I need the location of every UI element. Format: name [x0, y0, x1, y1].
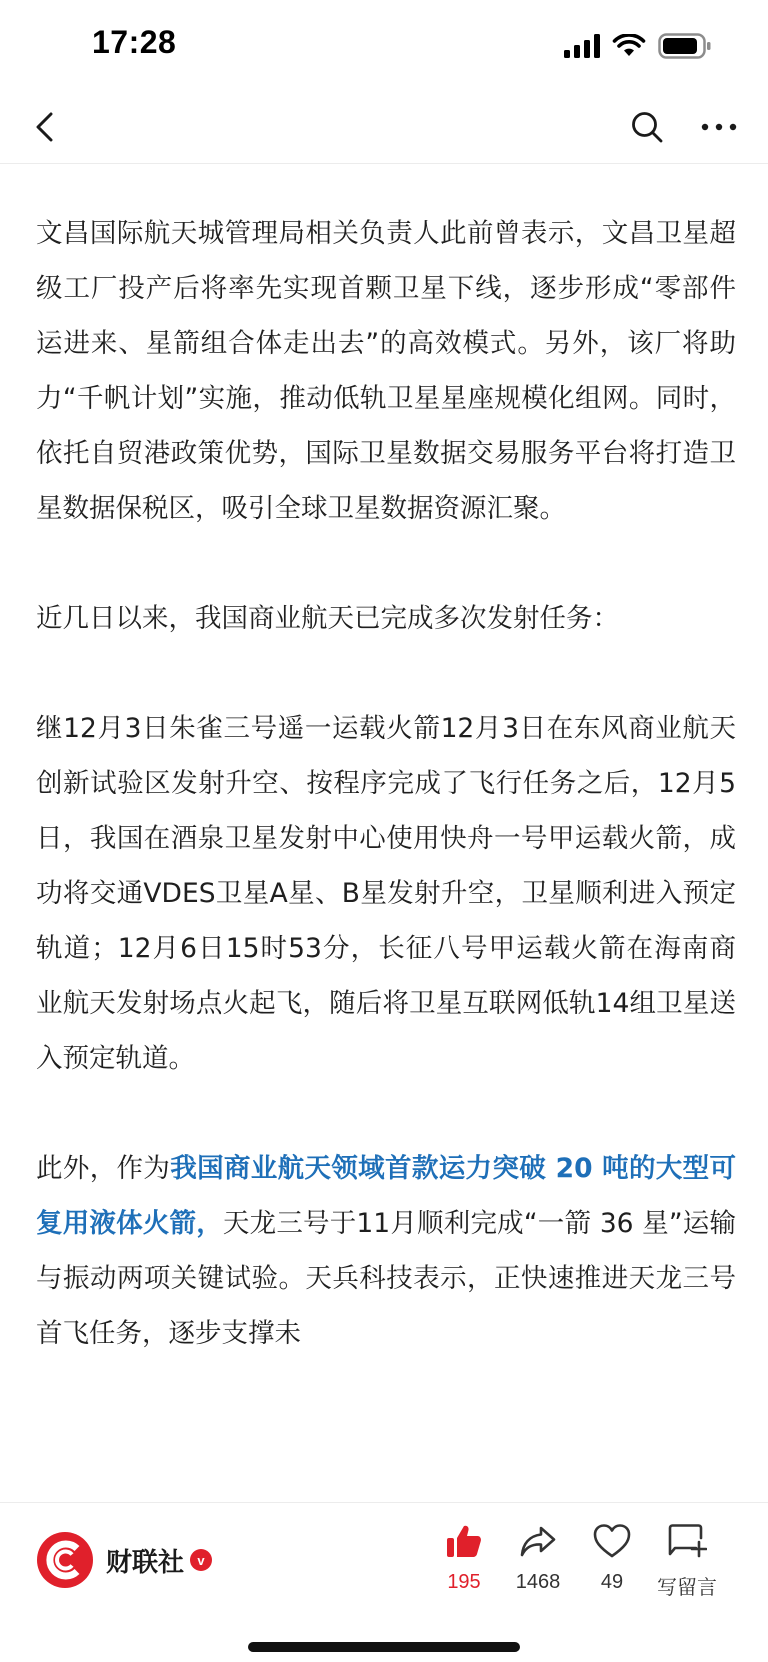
publisher-logo-icon	[36, 1531, 94, 1589]
verified-badge: v	[190, 1549, 212, 1571]
publisher[interactable]	[36, 1531, 212, 1589]
comment-label: 写留言	[657, 1577, 717, 1599]
comment-icon	[667, 1522, 707, 1560]
paragraph-suffix: 天龙三号于11月顺利完成“一箭 36 星”运输与振动两项关键试验。天兵科技表示，正快速推进天龙三号首飞任务，逐步支撑未	[36, 1208, 736, 1349]
article-paragraph-1: 文昌国际航天城管理局相关负责人此前曾表示，文昌卫星超级工厂投产后将率先实现首颗卫星下线，逐步形成“零部件运进来、星箭组合体走出去”的高效模式。另外，该厂将助力“千帆计划”实施，推动低轨卫星星座规模化组网。同时，依托自贸港政策优势，国际卫星数据交易服务平台将打造卫星数据保税区，吸引全球卫星数据资源汇聚。	[36, 218, 736, 524]
signal-icon	[564, 34, 600, 58]
status-bar	[0, 0, 768, 90]
paragraph-prefix: 此外，作为	[36, 1153, 171, 1184]
search-icon	[630, 110, 664, 144]
more-icon	[701, 123, 737, 131]
article-paragraph-4	[36, 1141, 736, 1361]
highlighted-text: 我国商业航天领域首款运力突破 20 吨的大型可复用液体火箭，	[36, 1153, 736, 1239]
back-button[interactable]	[22, 104, 68, 150]
heart-icon	[593, 1523, 631, 1559]
article-body	[36, 206, 736, 1496]
status-icons	[564, 32, 712, 60]
more-button[interactable]	[694, 104, 744, 150]
back-icon	[34, 111, 56, 143]
status-time: 17:28	[92, 24, 177, 60]
like-count: 195	[447, 1571, 481, 1593]
home-indicator[interactable]	[248, 1642, 520, 1652]
favorite-count: 49	[600, 1571, 624, 1593]
battery-icon	[658, 33, 712, 59]
thumbs-up-icon	[445, 1522, 483, 1560]
wifi-icon	[612, 34, 646, 58]
article-paragraph-2: 近几日以来，我国商业航天已完成多次发射任务：	[36, 603, 619, 634]
share-count: 1468	[515, 1571, 561, 1593]
publisher-name: 财联社	[106, 1547, 185, 1578]
favorite-button[interactable]	[574, 1521, 650, 1594]
share-icon	[519, 1522, 557, 1560]
article-paragraph-3: 继12月3日朱雀三号遥一运载火箭12月3日在东风商业航天创新试验区发射升空、按程序完成了飞行任务之后，12月5日，我国在酒泉卫星发射中心使用快舟一号甲运载火箭，成功将交通VDES卫星A星、B星发射升空，卫星顺利进入预定轨道；12月6日15时53分，长征八号甲运载火箭在海南商业航天发射场点火起飞，随后将卫星互联网低轨14组卫星送入预定轨道。	[36, 713, 736, 1074]
share-button[interactable]	[500, 1521, 576, 1594]
bottom-bar	[0, 1502, 768, 1662]
nav-bar	[0, 90, 768, 164]
like-button[interactable]	[426, 1521, 502, 1594]
comment-button[interactable]	[649, 1521, 725, 1600]
search-button[interactable]	[624, 104, 670, 150]
